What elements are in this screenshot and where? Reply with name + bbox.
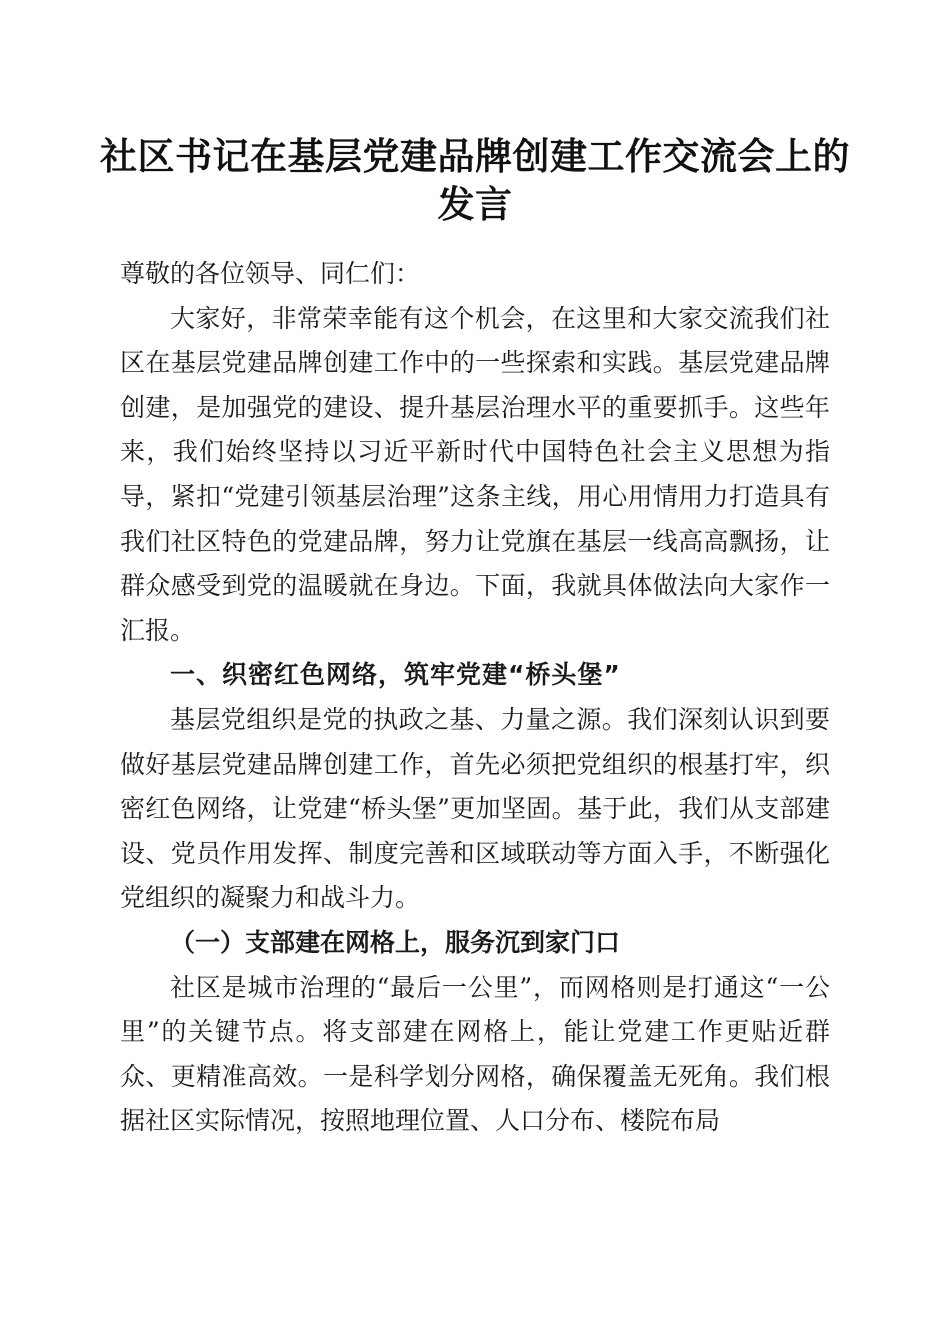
- paragraph-section-1: 基层党组织是党的执政之基、力量之源。我们深刻认识到要做好基层党建品牌创建工作，首先必须把党组织的根基打牢，织密红色网络，让党建“桥头堡”更加坚固。基于此，我们从支部建设、党员作用发挥、制度完善和区域联动等方面入手，不断强化党组织的凝聚力和战斗力。: [120, 704, 830, 913]
- paragraph-intro: 大家好，非常荣幸能有这个机会，在这里和大家交流我们社区在基层党建品牌创建工作中的一些探索和实践。基层党建品牌创建，是加强党的建设、提升基层治理水平的重要抓手。这些年来，我们始终坚持以习近平新时代中国特色社会主义思想为指导，紧扣“党建引领基层治理”这条主线，用心用情用力打造具有我们社区特色的党建品牌，努力让党旗在基层一线高高飘扬，让群众感受到党的温暖就在身边。下面，我就具体做法向大家作一汇报。: [120, 303, 830, 645]
- document-body: [120, 252, 830, 1144]
- title-line-2: 发言: [437, 182, 513, 226]
- section-heading-1: 一、织密红色网络，筑牢党建“桥头堡”: [170, 660, 621, 690]
- subsection-heading-1: （一）支部建在网格上，服务沉到家门口: [170, 927, 621, 957]
- title-line-1: 社区书记在基层党建品牌创建工作交流会上的: [100, 134, 850, 178]
- salutation: 尊敬的各位领导、同仁们：: [120, 259, 421, 288]
- document-title: [60, 132, 890, 228]
- paragraph-subsection-1: 社区是城市治理的“最后一公里”，而网格则是打通这“一公里”的关键节点。将支部建在网格上，能让党建工作更贴近群众、更精准高效。一是科学划分网格，确保覆盖无死角。我们根据社区实际情况，按照地理位置、人口分布、楼院布局: [120, 972, 830, 1136]
